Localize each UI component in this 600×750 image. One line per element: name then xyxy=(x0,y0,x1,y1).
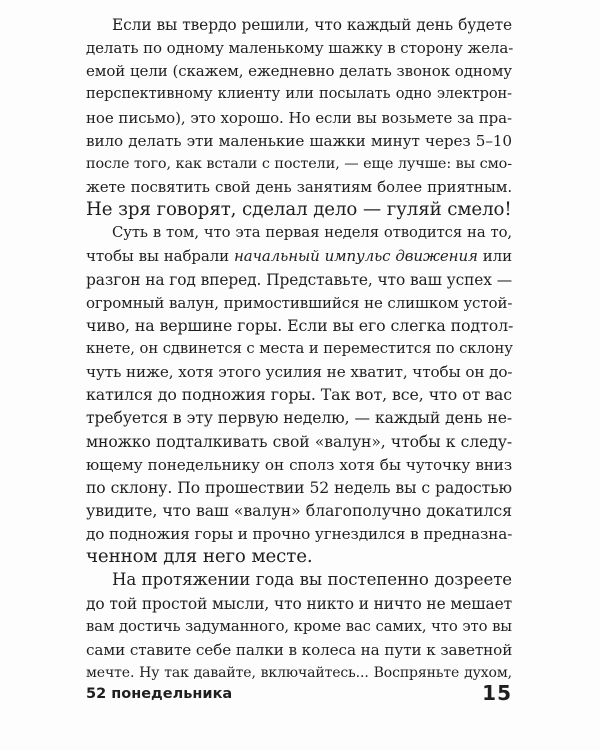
text-line: кнете, он сдвинется с места и переместится по склону xyxy=(86,340,513,357)
text-line: жете посвятить свой день занятиям более приятным. xyxy=(86,178,512,196)
page-number: 15 xyxy=(482,681,512,705)
text-line: мечте. Ну так давайте, включайтесь... Воспряньте духом, xyxy=(86,665,512,681)
text-line: чиво, на вершине горы. Если вы его слегка подтол- xyxy=(86,315,514,335)
text-line: требуется в эту первую неделю, — каждый день не- xyxy=(86,409,512,428)
text-line: делать по одному маленькому шажку в сторону жела- xyxy=(86,39,514,58)
text-line: катился до подножия горы. Так вот, все, что от вас xyxy=(86,385,512,405)
text-line: множко подталкивать свой «валун», чтобы к следу- xyxy=(86,432,512,451)
text-line: емой цели (скажем, ежедневно делать звонок одному xyxy=(86,62,512,81)
text-line: ное письмо), это хорошо. Но если вы возьмете за пра- xyxy=(86,108,512,127)
text-line: ющему понедельнику он сполз хотя бы чуточку вниз xyxy=(86,455,512,474)
text-line: по склону. По прошествии 52 недель вы с радостью xyxy=(86,478,512,497)
text-line: перспективному клиенту или посылать одно электрон- xyxy=(86,85,512,103)
text-line: На протяжении года вы постепенно дозреете xyxy=(112,570,512,590)
text-line: ченном для него месте. xyxy=(86,546,313,568)
page-footer xyxy=(86,681,512,708)
text-line: вам достичь задуманного, кроме вас самих, что это вы xyxy=(86,617,512,635)
text-line: Если вы твердо решили, что каждый день будете xyxy=(112,16,512,34)
text-run: или xyxy=(482,247,513,266)
text-line: Не зря говорят, сделал дело — гуляй смело! xyxy=(86,199,512,221)
text-line: после того, как встали с постели, — еще лучше: вы смо- xyxy=(86,155,512,172)
text-line: чуть ниже, хотя этого усилия не хватит, чтобы он до- xyxy=(86,363,513,382)
text-line: огромный валун, примостившийся не слишком устой- xyxy=(86,293,513,312)
text-line: вило делать эти маленькие шажки минут через 5–10 xyxy=(86,131,512,150)
text-line: сами ставите себе палки в колеса на пути к заветной xyxy=(86,640,513,659)
text-run: чтобы вы набрали xyxy=(86,247,230,266)
text-line: до той простой мысли, что никто и ничто не мешает xyxy=(86,594,512,613)
text-line: разгон на год вперед. Представьте, что ваш успех — xyxy=(86,270,512,289)
text-line: Суть в том, что эта первая неделя отводится на то, xyxy=(112,224,512,242)
text-line: увидите, что ваш «валун» благополучно докатился xyxy=(86,501,512,520)
book-title: 52 понедельника xyxy=(86,686,233,702)
text-line-with-emphasis xyxy=(86,245,512,267)
emphasized-phrase: начальный импульс движения xyxy=(233,247,478,266)
text-line: до подножия горы и прочно угнездился в предназна- xyxy=(86,525,513,544)
